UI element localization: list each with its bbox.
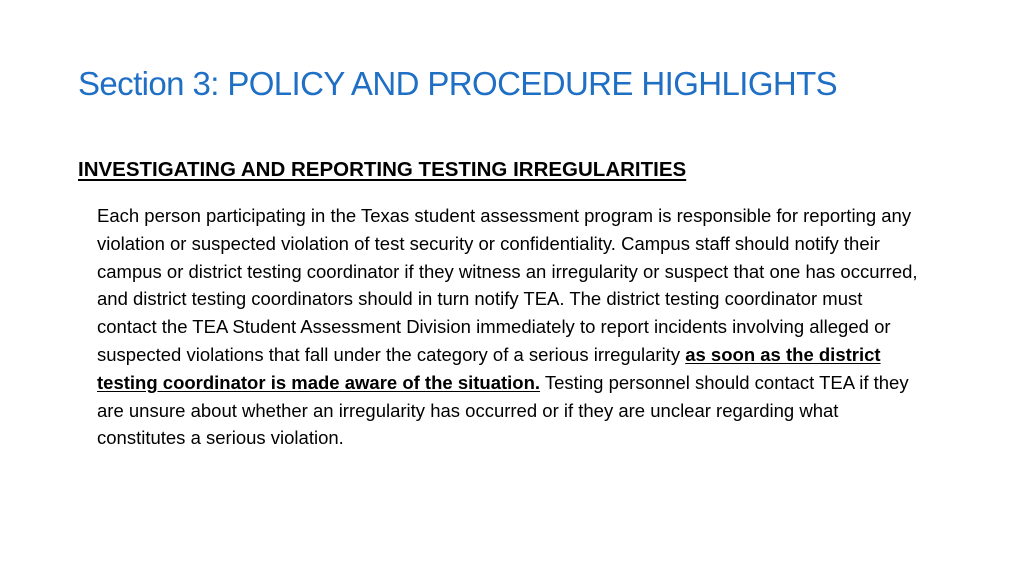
slide-title: Section 3: POLICY AND PROCEDURE HIGHLIGHTS	[78, 65, 838, 102]
body-closing-text: Testing personnel should contact TEA if they are unsure about whether an irregularity has occurred or if they are unclear regarding what constitutes a serious violation.	[97, 371, 909, 449]
body-paragraph	[97, 202, 919, 452]
body-intro-text: Each person participating in the Texas student assessment program is responsible for reporting any violation or suspected violation of test security or confidentiality. Campus staff should notify their campus or district testing coordinator if they witness an irregularity or suspect that one has occurred, and district testing coordinators should in turn notify TEA. The district testing coordinator must contact the TEA Student Assessment Division immediately to report incidents involving alleged or suspected violations that fall under the category of a serious irregularity	[97, 205, 918, 365]
body-emphasis-text: as soon as the district testing coordinator is made aware of the situation.	[97, 343, 881, 393]
section-heading: INVESTIGATING AND REPORTING TESTING IRREGULARITIES	[78, 158, 687, 181]
